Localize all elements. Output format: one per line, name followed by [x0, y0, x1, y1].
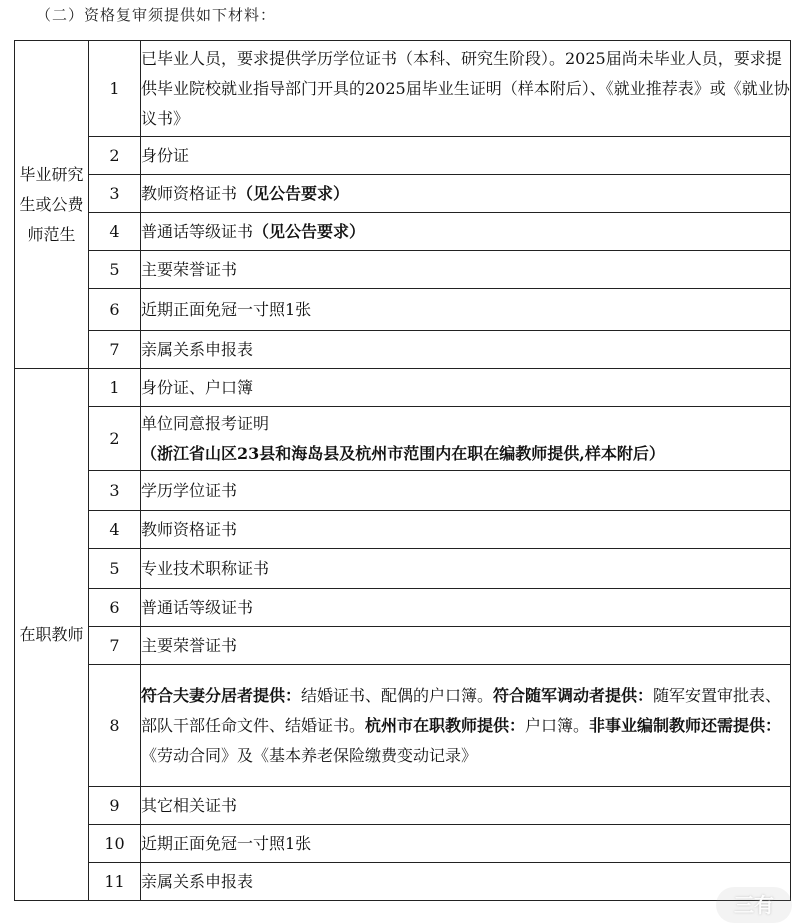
table-row [15, 471, 791, 511]
table-row [15, 251, 791, 289]
table-row [15, 175, 791, 213]
item-text: 身份证 [141, 145, 190, 165]
item-number: 11 [89, 863, 141, 901]
group-label: 毕业研究生或公费师范生 [15, 41, 89, 369]
table-row [15, 511, 791, 549]
table-row [15, 549, 791, 589]
item-number: 3 [89, 175, 141, 213]
item-text: 学历学位证书 [141, 480, 238, 500]
item-number: 4 [89, 511, 141, 549]
item-text: 户口簿。 [525, 715, 590, 735]
table-row [15, 213, 791, 251]
item-content [141, 369, 791, 407]
item-number: 6 [89, 589, 141, 627]
item-number: 1 [89, 369, 141, 407]
item-content [141, 213, 791, 251]
section-heading: （二）资格复审须提供如下材料： [36, 6, 277, 24]
table-row [15, 863, 791, 901]
item-content [141, 471, 791, 511]
table-row [15, 407, 791, 471]
item-number: 1 [89, 41, 141, 137]
item-content [141, 549, 791, 589]
table-row [15, 825, 791, 863]
item-number: 6 [89, 289, 141, 331]
item-content [141, 407, 791, 471]
item-text-bold: （见公告要求） [237, 183, 350, 203]
item-number: 5 [89, 549, 141, 589]
item-content [141, 825, 791, 863]
item-text-bold: 杭州市在职教师提供： [365, 715, 526, 735]
item-text: 专业技术职称证书 [141, 558, 270, 578]
table-row [15, 589, 791, 627]
item-content [141, 863, 791, 901]
item-content [141, 251, 791, 289]
item-number: 2 [89, 137, 141, 175]
item-content [141, 331, 791, 369]
item-content [141, 589, 791, 627]
item-text: 身份证、户口簿 [141, 377, 254, 397]
item-text-bold: 非事业编制教师还需提供： [589, 715, 782, 735]
table-row [15, 787, 791, 825]
item-text: 《劳动合同》及《基本养老保险缴费变动记录》 [141, 745, 478, 765]
item-text: 亲属关系申报表 [141, 871, 254, 891]
materials-table [14, 40, 791, 901]
item-number: 4 [89, 213, 141, 251]
table-row [15, 369, 791, 407]
item-text: 普通话等级证书 [141, 221, 254, 241]
item-text-bold: （浙江省山区23县和海岛县及杭州市范围内在职在编教师提供,样本附后） [141, 443, 665, 463]
table-row [15, 627, 791, 665]
table-row [15, 289, 791, 331]
item-text: 教师资格证书 [141, 183, 238, 203]
item-text: 已毕业人员，要求提供学历学位证书（本科、研究生阶段）。2025届尚未毕业人员，要求提供毕业院校就业指导部门开具的2025届毕业生证明（样本附后）、《就业推荐表》或《就业协议书》 [141, 48, 790, 128]
item-text-bold: （见公告要求） [253, 221, 366, 241]
item-number: 2 [89, 407, 141, 471]
table-row [15, 41, 791, 137]
item-text: 教师资格证书 [141, 519, 238, 539]
item-text: 近期正面免冠一寸照1张 [141, 833, 312, 853]
item-number: 3 [89, 471, 141, 511]
item-number: 8 [89, 665, 141, 787]
materials-table-body [15, 41, 791, 901]
item-number: 7 [89, 627, 141, 665]
item-text: 单位同意报考证明 [141, 413, 270, 433]
item-text: 其它相关证书 [141, 795, 238, 815]
item-content [141, 627, 791, 665]
item-text: 亲属关系申报表 [141, 339, 254, 359]
watermark-logo: 三有 [716, 887, 792, 923]
item-number: 7 [89, 331, 141, 369]
item-text: 随军安置审批表、部队干部任命文件、结婚证书。 [141, 685, 782, 735]
table-row [15, 137, 791, 175]
item-content [141, 41, 791, 137]
item-content [141, 787, 791, 825]
item-text: 结婚证书、配偶的户口簿。 [301, 685, 494, 705]
item-text: 近期正面免冠一寸照1张 [141, 299, 312, 319]
item-text-bold: 符合随军调动者提供： [493, 685, 654, 705]
table-row [15, 665, 791, 787]
item-text: 主要荣誉证书 [141, 259, 238, 279]
item-number: 5 [89, 251, 141, 289]
item-content [141, 137, 791, 175]
table-row [15, 331, 791, 369]
group-label: 在职教师 [15, 369, 89, 901]
item-content [141, 665, 791, 787]
item-text: 主要荣誉证书 [141, 635, 238, 655]
item-number: 10 [89, 825, 141, 863]
item-content [141, 289, 791, 331]
item-text-bold: 符合夫妻分居者提供： [141, 685, 302, 705]
item-content [141, 175, 791, 213]
item-number: 9 [89, 787, 141, 825]
item-content [141, 511, 791, 549]
item-text: 普通话等级证书 [141, 597, 254, 617]
